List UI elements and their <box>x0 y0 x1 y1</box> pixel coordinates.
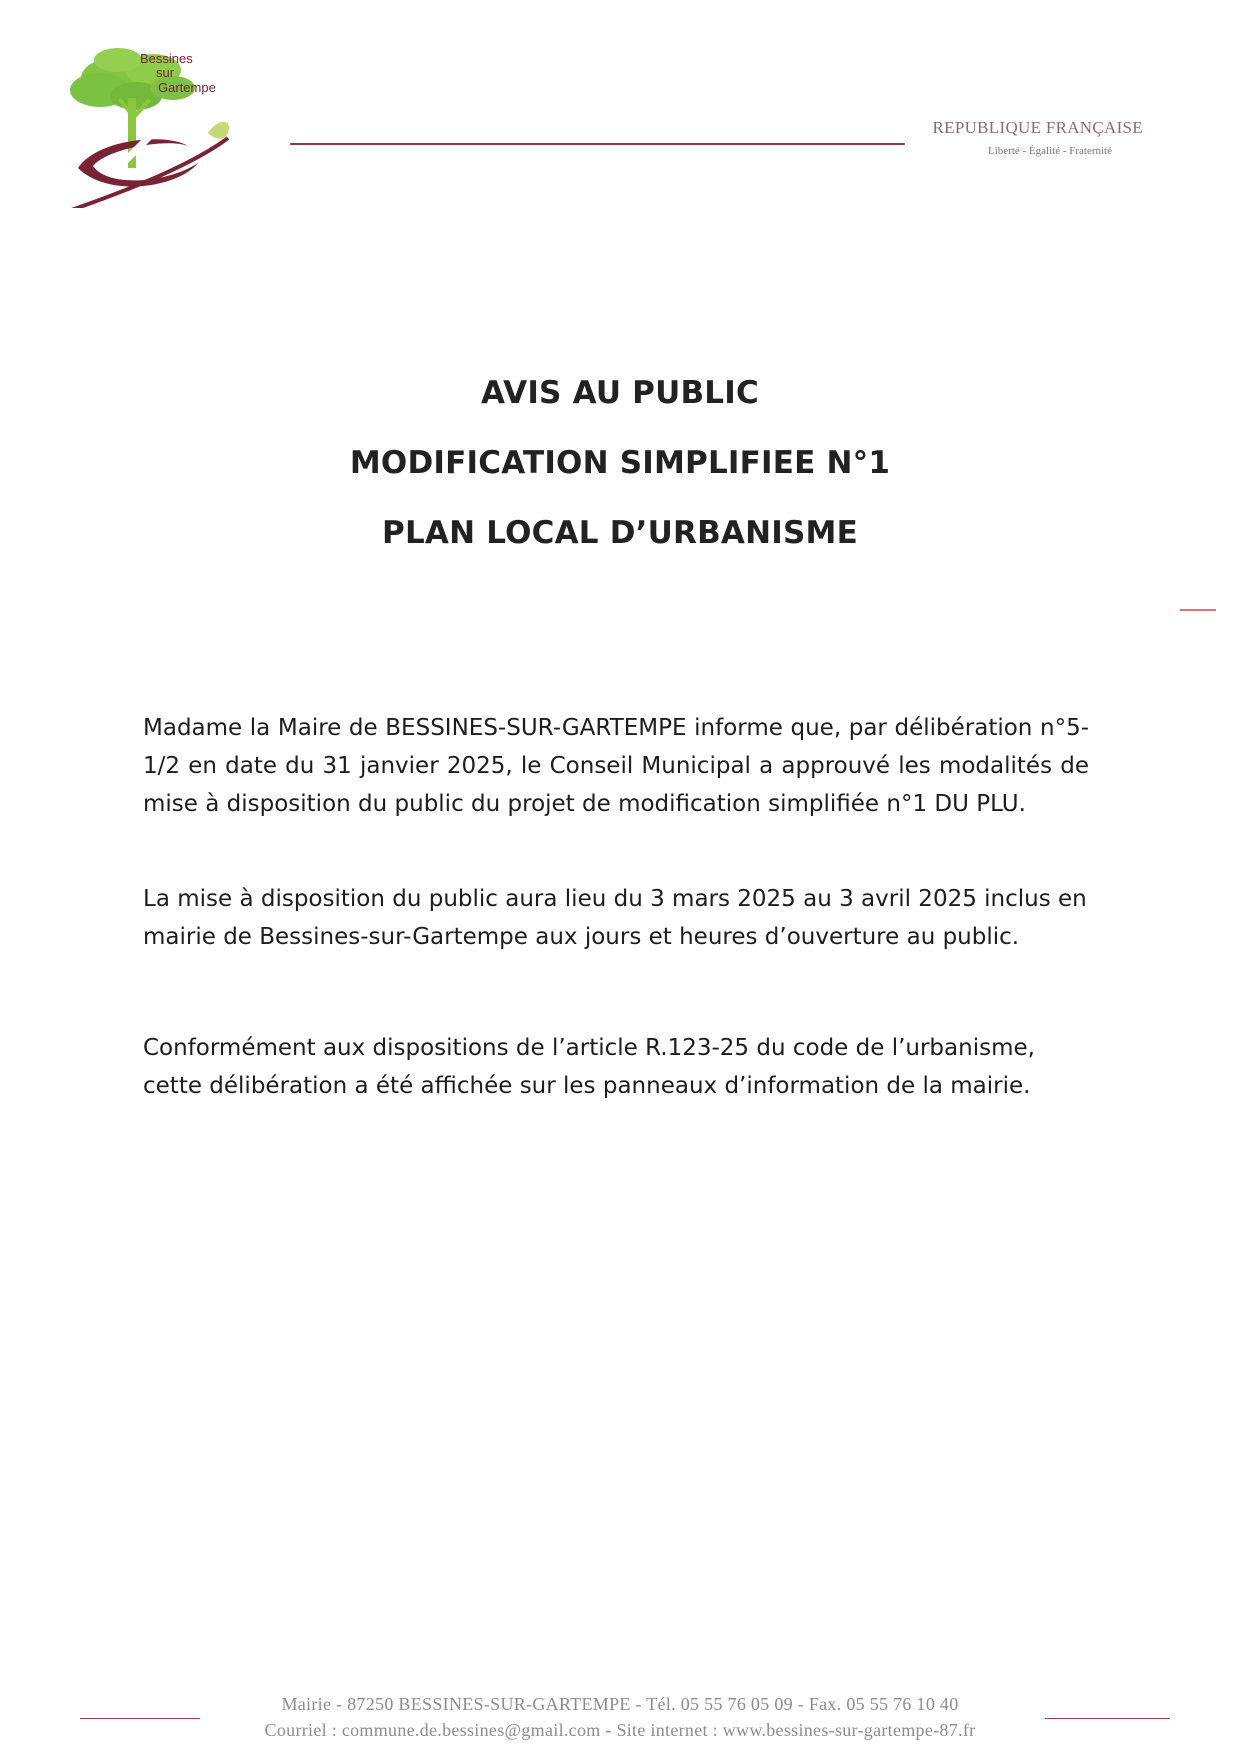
footer-divider-right <box>1045 1718 1170 1719</box>
title-line-2: MODIFICATION SIMPLIFIEE N°1 <box>349 445 891 481</box>
devise-label: Liberté - Égalité - Fraternité <box>988 145 1112 157</box>
logo-text-bessines: Bessines <box>140 51 193 66</box>
notice-title <box>0 375 1240 585</box>
footer-contact-line: Mairie - 87250 BESSINES-SUR-GARTEMPE - Tél. 05 55 76 05 09 - Fax. 05 55 76 10 40 <box>281 1694 959 1714</box>
title-line-1: AVIS AU PUBLIC <box>481 375 759 411</box>
republique-francaise-label: REPUBLIQUE FRANÇAISE <box>932 118 1143 137</box>
logo-text-sur: sur <box>156 65 175 80</box>
body-paragraph-2: La mise à disposition du public aura lieu du 3 mars 2025 au 3 avril 2025 inclus en mairie de Bessines-sur-Gartempe aux jours et heures d’ouverture au public. <box>143 886 1087 950</box>
footer-divider-left <box>80 1718 200 1719</box>
commune-logo <box>48 38 258 208</box>
footer-email-website-line: Courriel : commune.de.bessines@gmail.com - Site internet : www.bessines-sur-gartempe-87.fr <box>264 1720 976 1740</box>
body-paragraph-3: Conformément aux dispositions de l’article R.123-25 du code de l’urbanisme, cette délibération a été affichée sur les panneaux d’information de la mairie. <box>143 1035 1035 1099</box>
body-paragraph-1: Madame la Maire de BESSINES-SUR-GARTEMPE informe que, par délibération n°5-1/2 en date du 31 janvier 2025, le Conseil Municipal a approuvé les modalités de mise à disposition du public du projet de modification simplifiée n°1 DU PLU. <box>143 715 1089 817</box>
margin-mark <box>1180 609 1216 611</box>
title-line-3: PLAN LOCAL D’URBANISME <box>382 515 858 551</box>
header-divider <box>290 143 905 145</box>
logo-text-gartempe: Gartempe <box>158 80 216 95</box>
